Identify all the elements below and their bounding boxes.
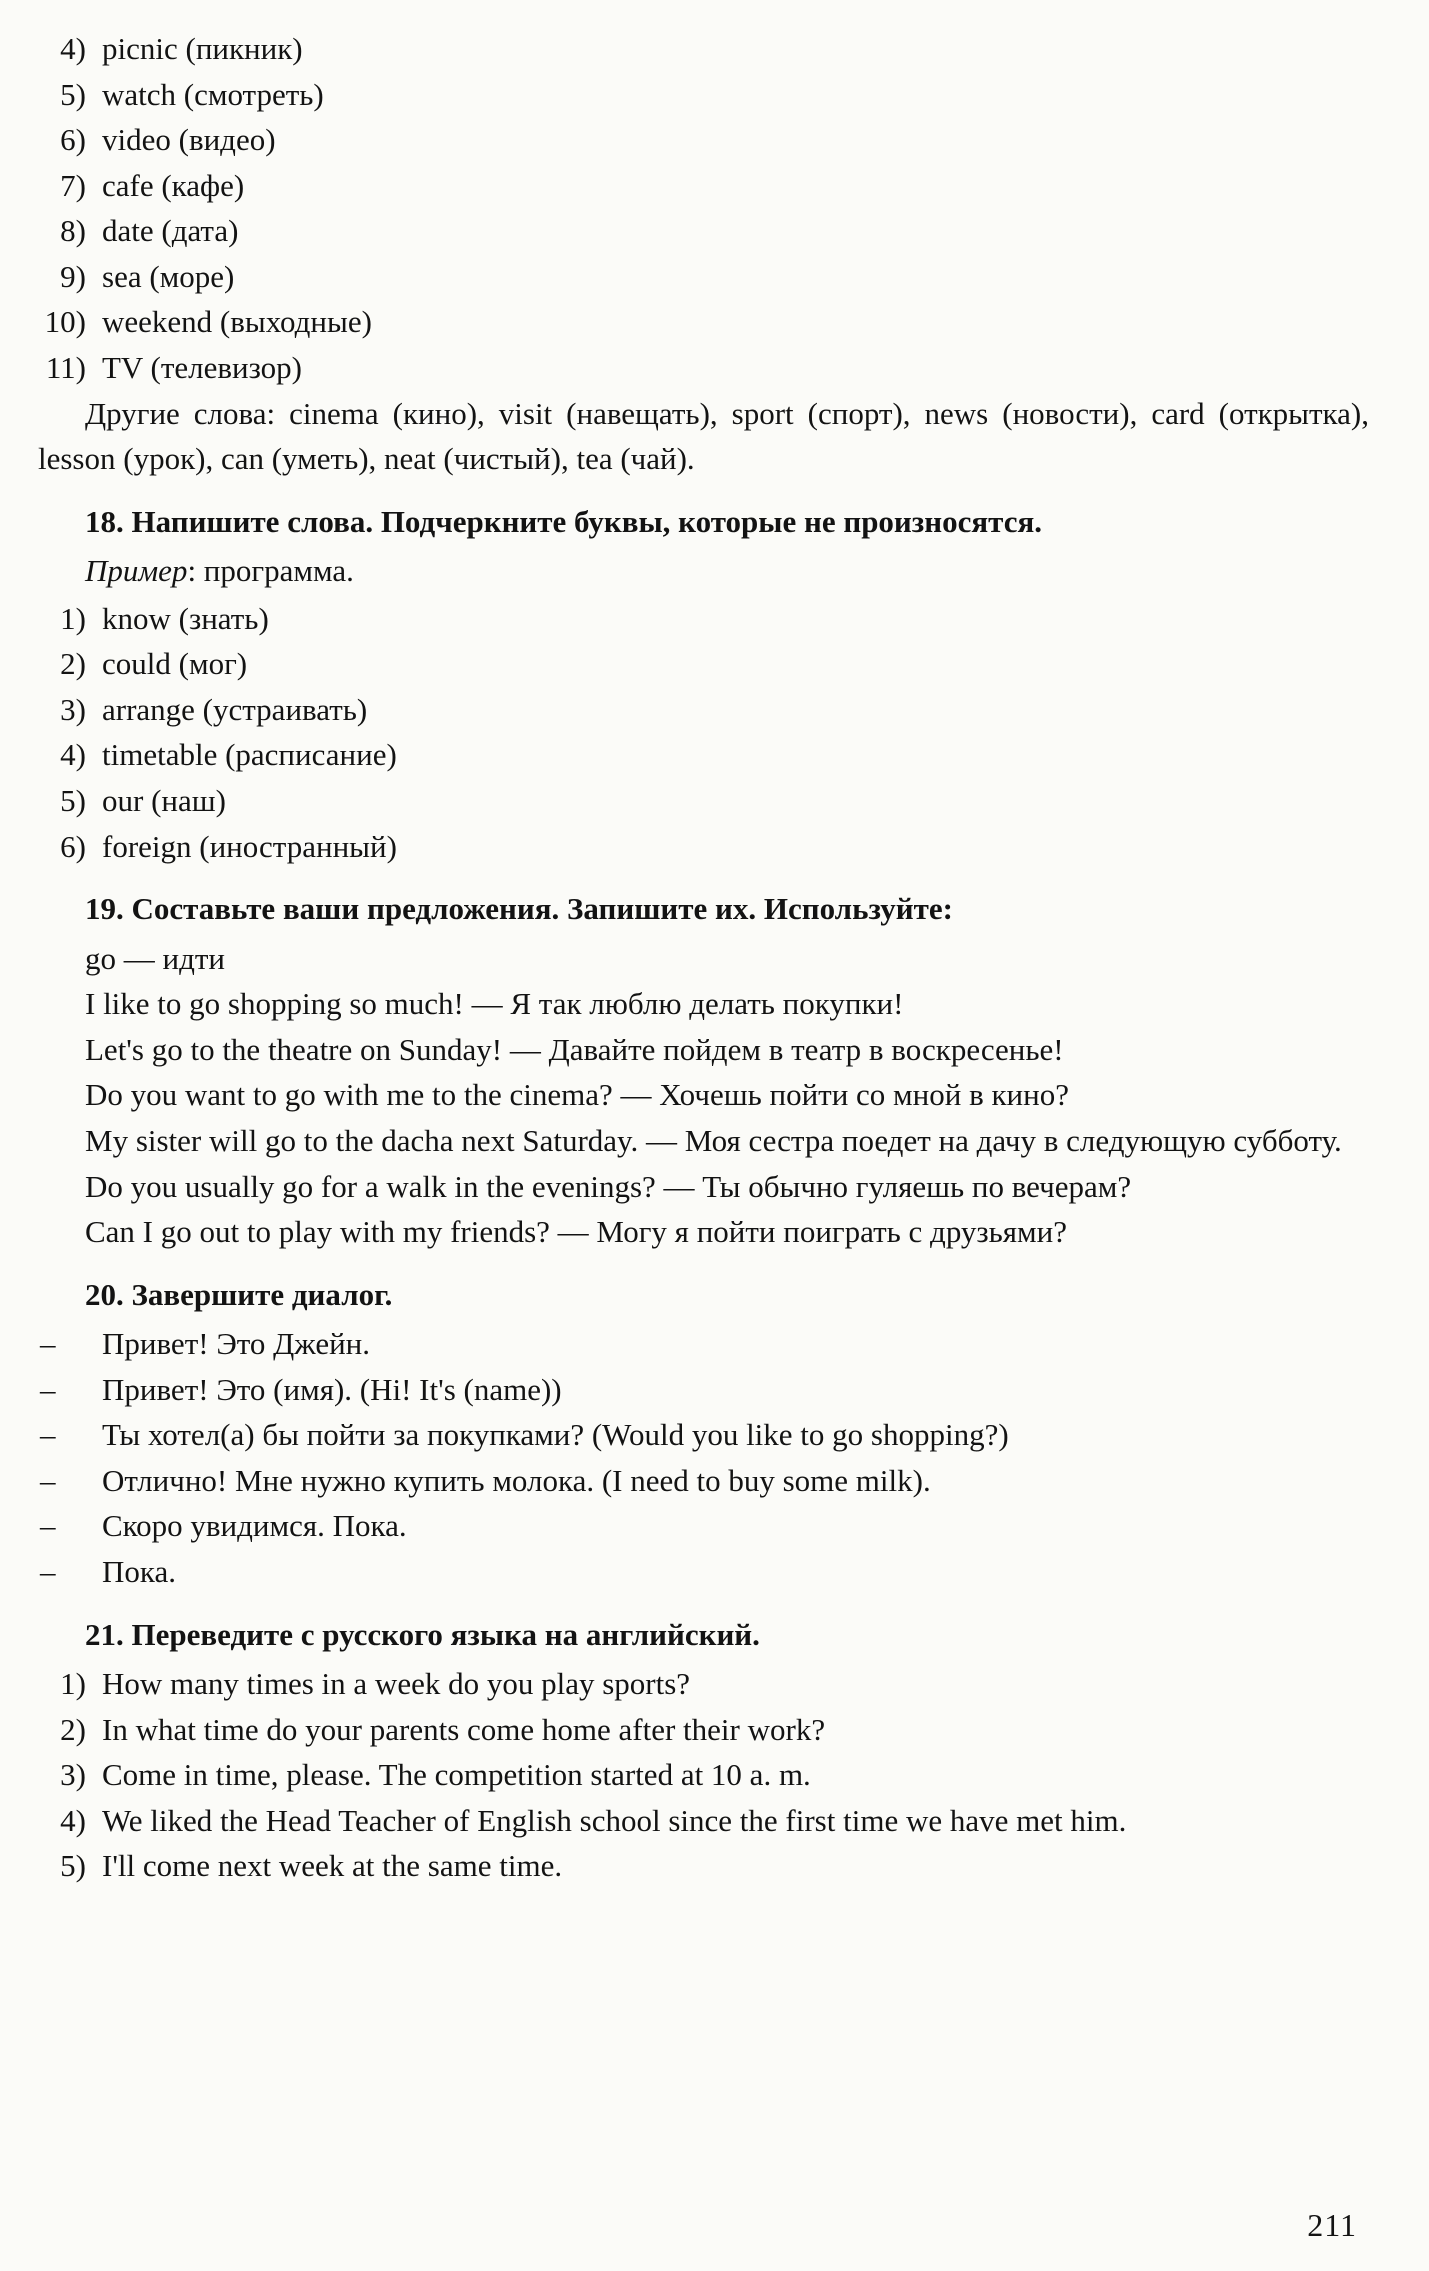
dialog-text: Привет! Это Джейн. (102, 1326, 371, 1362)
exercise-19-sentences (38, 936, 1369, 1255)
list-item (38, 778, 1369, 824)
dialog-dash: – (40, 1554, 56, 1589)
list-item-text: our (наш) (102, 783, 226, 818)
list-item (38, 208, 1369, 254)
list-item-number: 4) (60, 31, 86, 66)
list-item (38, 1661, 1369, 1707)
list-item-text: watch (смотреть) (102, 76, 324, 112)
page-number: 211 (1307, 2206, 1357, 2243)
dialog-line (38, 1458, 1369, 1504)
list-item (38, 1707, 1369, 1753)
list-item (38, 1843, 1369, 1889)
dialog-text: Скоро увидимся. Пока. (102, 1508, 407, 1544)
sentence: Can I go out to play with my friends? — Могу я пойти поиграть с друзьями? (85, 1214, 1068, 1250)
exercise-18-list (38, 596, 1369, 869)
list-item (38, 596, 1369, 642)
list-item (38, 299, 1369, 345)
dialog-line (38, 1321, 1369, 1367)
list-item-text: How many times in a week do you play sports? (102, 1666, 691, 1702)
list-item (38, 687, 1369, 733)
dialog-dash: – (40, 1417, 56, 1453)
dialog-dash: – (40, 1462, 56, 1498)
dialog-line (38, 1503, 1369, 1549)
dialog-line (38, 1412, 1369, 1458)
list-item-number: 6) (60, 828, 86, 864)
vocab-list (38, 26, 1369, 391)
list-item-text: weekend (выходные) (102, 304, 372, 340)
list-item-number: 3) (60, 691, 86, 727)
sentence: Do you usually go for a walk in the evenings? — Ты обычно гуляешь по вечерам? (85, 1168, 1132, 1204)
list-item-number: 10) (44, 304, 86, 340)
list-item (38, 1752, 1369, 1798)
list-item (38, 1798, 1369, 1844)
exercise-20-dialog (38, 1321, 1369, 1594)
list-item (38, 824, 1369, 870)
list-item-text: sea (море) (102, 258, 235, 294)
dialog-line (38, 1367, 1369, 1413)
list-item-text: TV (телевизор) (102, 349, 302, 385)
list-item-number: 2) (60, 646, 86, 682)
sentence: My sister will go to the dacha next Saturday. — Моя сестра поедет на дачу в следующую субботу. (85, 1122, 1342, 1158)
dialog-dash: – (40, 1371, 56, 1407)
list-item-number: 6) (60, 122, 86, 158)
dialog-text: Пока. (102, 1554, 176, 1589)
list-item-number: 5) (60, 1848, 86, 1884)
list-item-number: 7) (60, 167, 86, 203)
dialog-text: Ты хотел(а) бы пойти за покупками? (Would you like to go shopping?) (102, 1417, 1009, 1453)
dialog-text: Отлично! Мне нужно купить молока. (I need to buy some milk). (102, 1462, 931, 1498)
exercise-20-title: 20. Завершите диалог. (85, 1276, 393, 1312)
example-text: : программа. (187, 553, 354, 589)
list-item (38, 641, 1369, 687)
list-item-text: know (знать) (102, 600, 269, 636)
list-item-text: could (мог) (102, 646, 248, 682)
list-item-text: We liked the Head Teacher of English school since the first time we have met him. (102, 1802, 1127, 1838)
exercise-21-title: 21. Переведите с русского языка на английский. (85, 1616, 760, 1652)
list-item-text: Come in time, please. The competition started at 10 a. m. (102, 1757, 811, 1793)
sentence: Do you want to go with me to the cinema? — Хочешь пойти со мной в кино? (85, 1077, 1069, 1113)
list-item-number: 1) (60, 1666, 86, 1702)
list-item-text: arrange (устраивать) (102, 691, 368, 727)
list-item-number: 9) (60, 258, 86, 294)
list-item (38, 254, 1369, 300)
exercise-21-list (38, 1661, 1369, 1889)
list-item-text: picnic (пикник) (102, 31, 303, 66)
list-item (38, 345, 1369, 391)
list-item (38, 117, 1369, 163)
list-item-number: 5) (60, 783, 86, 818)
list-item-number: 5) (60, 76, 86, 112)
list-item (38, 732, 1369, 778)
list-item-text: foreign (иностранный) (102, 828, 397, 864)
exercise-18-title: 18. Напишите слова. Подчеркните буквы, которые не произносятся. (85, 503, 1043, 539)
dialog-dash: – (40, 1508, 56, 1544)
list-item-number: 3) (60, 1757, 86, 1793)
list-item-text: date (дата) (102, 213, 239, 249)
list-item-text: cafe (кафе) (102, 167, 245, 203)
other-words-paragraph: Другие слова: cinema (кино), visit (навещать), sport (спорт), news (новости), card (открытка), lesson (урок), can (уметь), neat (чистый), tea (чай). (38, 395, 1369, 477)
list-item-text: video (видео) (102, 122, 276, 158)
list-item (38, 72, 1369, 118)
list-item-number: 8) (60, 213, 86, 249)
sentence: I like to go shopping so much! — Я так люблю делать покупки! (85, 986, 904, 1022)
sentence: go — идти (85, 940, 225, 976)
example-label: Пример (85, 553, 188, 589)
list-item-number: 4) (60, 737, 86, 773)
list-item-text: In what time do your parents come home after their work? (102, 1711, 826, 1747)
sentence: Let's go to the theatre on Sunday! — Давайте пойдем в театр в воскресенье! (85, 1031, 1064, 1067)
list-item-number: 11) (45, 349, 86, 385)
dialog-text: Привет! Это (имя). (Hi! It's (name)) (102, 1371, 562, 1407)
list-item-number: 2) (60, 1711, 86, 1747)
list-item-number: 4) (60, 1802, 86, 1838)
list-item (38, 26, 1369, 72)
list-item-text: I'll come next week at the same time. (102, 1848, 563, 1884)
list-item-text: timetable (расписание) (102, 737, 397, 773)
exercise-19-title: 19. Составьте ваши предложения. Запишите их. Используйте: (85, 891, 953, 927)
dialog-line (38, 1549, 1369, 1595)
exercise-18-example (38, 548, 1369, 594)
dialog-dash: – (40, 1326, 56, 1362)
list-item (38, 163, 1369, 209)
list-item-number: 1) (60, 600, 86, 636)
